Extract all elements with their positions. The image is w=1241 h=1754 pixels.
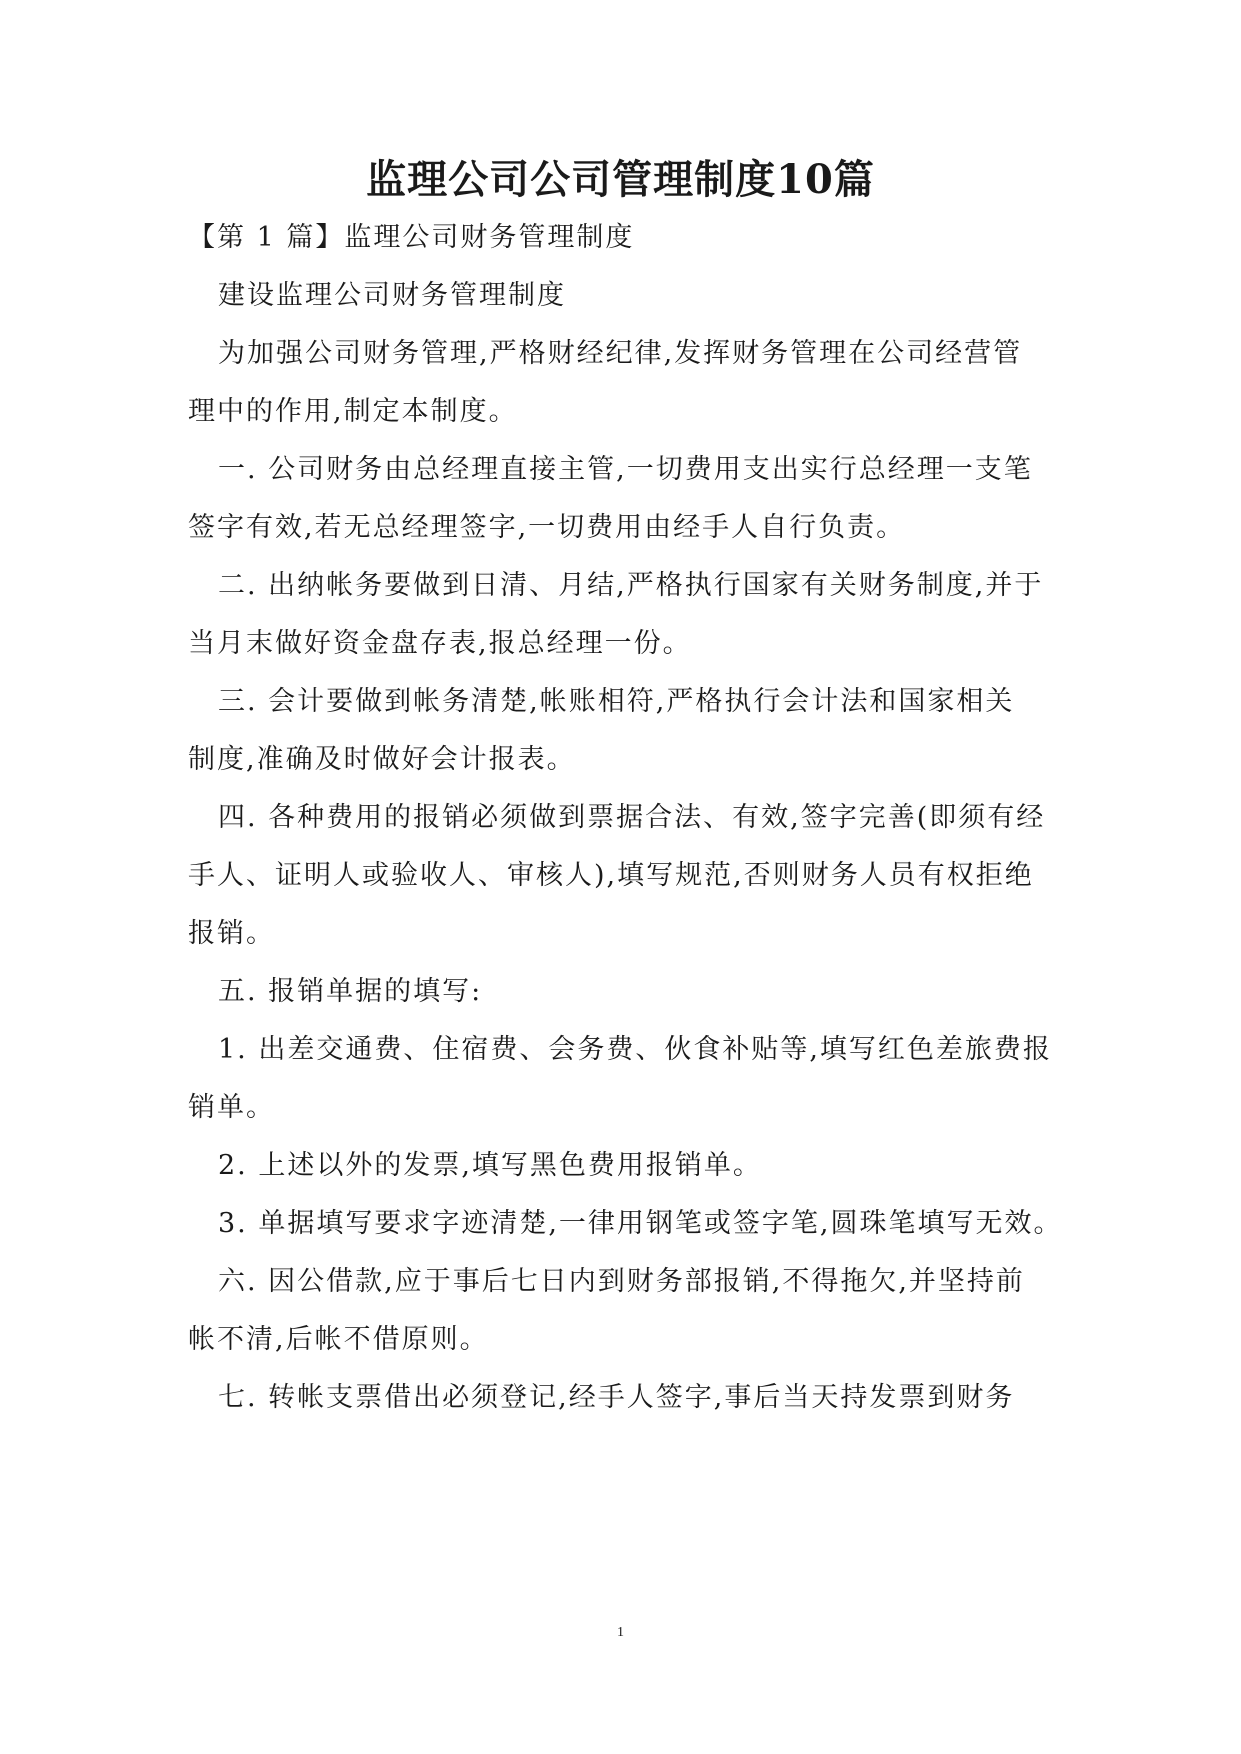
paragraph-line: 签字有效,若无总经理签字,一切费用由经手人自行负责。: [188, 512, 906, 543]
paragraph-line: 2. 上述以外的发票,填写黑色费用报销单。: [218, 1150, 762, 1181]
paragraph-line: 二. 出纳帐务要做到日清、月结,严格执行国家有关财务制度,并于: [218, 570, 1044, 601]
paragraph-line: 3. 单据填写要求字迹清楚,一律用钢笔或签字笔,圆珠笔填写无效。: [218, 1208, 1063, 1239]
page-number: 1: [617, 1625, 624, 1640]
paragraph-line: 帐不清,后帐不借原则。: [188, 1324, 489, 1355]
paragraph-line: 为加强公司财务管理,严格财经纪律,发挥财务管理在公司经营管: [218, 338, 1023, 369]
paragraph-line: 六. 因公借款,应于事后七日内到财务部报销,不得拖欠,并坚持前: [218, 1266, 1025, 1297]
section-heading: 【第 1 篇】监理公司财务管理制度: [188, 222, 635, 253]
paragraph-line: 报销。: [188, 918, 275, 949]
paragraph-line: 七. 转帐支票借出必须登记,经手人签字,事后当天持发票到财务: [218, 1382, 1015, 1413]
paragraph-line: 当月末做好资金盘存表,报总经理一份。: [188, 628, 692, 659]
paragraph-line: 销单。: [188, 1092, 275, 1123]
paragraph-line: 手人、证明人或验收人、审核人),填写规范,否则财务人员有权拒绝: [188, 860, 1034, 891]
paragraph-line: 1. 出差交通费、住宿费、会务费、伙食补贴等,填写红色差旅费报: [218, 1034, 1052, 1065]
paragraph-line: 三. 会计要做到帐务清楚,帐账相符,严格执行会计法和国家相关: [218, 686, 1015, 717]
paragraph-line: 一. 公司财务由总经理直接主管,一切费用支出实行总经理一支笔: [218, 454, 1033, 485]
document-title: 监理公司公司管理制度10篇: [366, 156, 875, 203]
paragraph-line: 制度,准确及时做好会计报表。: [188, 744, 576, 775]
paragraph-line: 建设监理公司财务管理制度: [218, 280, 566, 311]
paragraph-line: 四. 各种费用的报销必须做到票据合法、有效,签字完善(即须有经: [218, 802, 1046, 833]
paragraph-line: 理中的作用,制定本制度。: [188, 396, 518, 427]
paragraph-line: 五. 报销单据的填写:: [218, 976, 483, 1007]
